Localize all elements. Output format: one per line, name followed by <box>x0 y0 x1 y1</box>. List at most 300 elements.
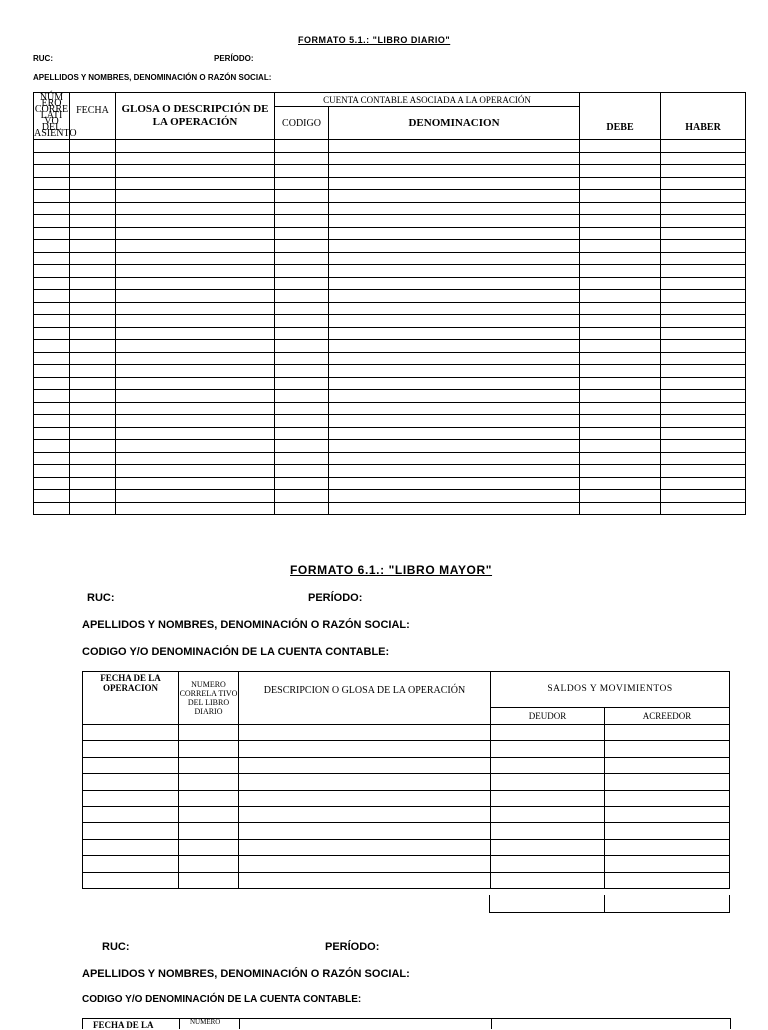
diario-cell[interactable] <box>661 290 746 303</box>
diario-cell[interactable] <box>275 477 329 490</box>
diario-cell[interactable] <box>661 215 746 228</box>
diario-cell[interactable] <box>70 215 116 228</box>
diario-row <box>34 190 746 203</box>
diario-cell[interactable] <box>661 440 746 453</box>
diario-cell[interactable] <box>34 227 70 240</box>
diario-cell[interactable] <box>275 465 329 478</box>
diario-cell[interactable] <box>661 340 746 353</box>
diario-cell[interactable] <box>34 152 70 165</box>
diario-cell[interactable] <box>34 252 70 265</box>
diario-cell[interactable] <box>580 227 661 240</box>
diario-cell[interactable] <box>34 290 70 303</box>
diario-cell[interactable] <box>661 302 746 315</box>
diario-cell[interactable] <box>70 265 116 278</box>
diario-cell[interactable] <box>116 452 275 465</box>
mayor-cell[interactable] <box>239 725 491 741</box>
diario-cell[interactable] <box>116 215 275 228</box>
diario-cell[interactable] <box>580 202 661 215</box>
diario-cell[interactable] <box>329 465 580 478</box>
diario-cell[interactable] <box>275 340 329 353</box>
diario-cell[interactable] <box>329 390 580 403</box>
diario-cell[interactable] <box>34 465 70 478</box>
diario-cell[interactable] <box>34 190 70 203</box>
mayor-cell[interactable] <box>239 839 491 855</box>
diario-cell[interactable] <box>329 402 580 415</box>
mayor-cell[interactable] <box>179 757 239 773</box>
diario-cell[interactable] <box>116 465 275 478</box>
diario-cell[interactable] <box>275 377 329 390</box>
mayor2-col-numero: NUMERO <box>190 1018 221 1026</box>
diario-cell[interactable] <box>580 252 661 265</box>
diario-cell[interactable] <box>34 390 70 403</box>
diario-cell[interactable] <box>70 327 116 340</box>
diario-cell[interactable] <box>34 177 70 190</box>
diario-row <box>34 327 746 340</box>
diario-cell[interactable] <box>116 502 275 515</box>
diario-cell[interactable] <box>70 290 116 303</box>
col-codigo: CODIGO <box>275 107 329 140</box>
diario-cell[interactable] <box>329 365 580 378</box>
diario-cell[interactable] <box>275 202 329 215</box>
mayor-cell[interactable] <box>605 872 730 888</box>
diario-cell[interactable] <box>70 252 116 265</box>
diario-periodo-label: PERÍODO: <box>214 54 254 63</box>
libro-mayor-table <box>82 671 730 889</box>
diario-cell[interactable] <box>34 427 70 440</box>
mayor-cell[interactable] <box>491 725 605 741</box>
diario-cell[interactable] <box>34 215 70 228</box>
diario-cell[interactable] <box>275 402 329 415</box>
diario-cell[interactable] <box>580 352 661 365</box>
diario-cell[interactable] <box>116 177 275 190</box>
col-haber: HABER <box>661 93 746 140</box>
diario-cell[interactable] <box>580 340 661 353</box>
diario-cell[interactable] <box>329 490 580 503</box>
diario-cell[interactable] <box>580 490 661 503</box>
diario-cell[interactable] <box>580 327 661 340</box>
mayor-cell[interactable] <box>605 823 730 839</box>
diario-cell[interactable] <box>70 402 116 415</box>
diario-cell[interactable] <box>275 240 329 253</box>
mayor2-cuenta-label: CODIGO Y/O DENOMINACIÓN DE LA CUENTA CONTABLE: <box>82 994 362 1005</box>
diario-cell[interactable] <box>661 502 746 515</box>
diario-cell[interactable] <box>116 140 275 153</box>
diario-cell[interactable] <box>329 227 580 240</box>
diario-cell[interactable] <box>116 327 275 340</box>
diario-cell[interactable] <box>70 190 116 203</box>
diario-cell[interactable] <box>329 440 580 453</box>
diario-cell[interactable] <box>329 315 580 328</box>
mayor-cell[interactable] <box>491 741 605 757</box>
diario-cell[interactable] <box>661 365 746 378</box>
diario-cell[interactable] <box>329 290 580 303</box>
mayor-row <box>83 806 730 822</box>
diario-cell[interactable] <box>661 452 746 465</box>
diario-cell[interactable] <box>34 440 70 453</box>
diario-cell[interactable] <box>34 377 70 390</box>
diario-cell[interactable] <box>580 177 661 190</box>
diario-cell[interactable] <box>34 165 70 178</box>
diario-cell[interactable] <box>580 390 661 403</box>
diario-cell[interactable] <box>329 502 580 515</box>
diario-cell[interactable] <box>329 240 580 253</box>
mayor-cell[interactable] <box>491 757 605 773</box>
diario-cell[interactable] <box>70 440 116 453</box>
col-numero-asiento: NÚM ERO CORRE LATI VO DEL ASIENTO <box>34 92 77 139</box>
diario-cell[interactable] <box>70 165 116 178</box>
diario-row <box>34 402 746 415</box>
mayor-row <box>83 839 730 855</box>
diario-cell[interactable] <box>661 165 746 178</box>
diario-row <box>34 252 746 265</box>
diario-cell[interactable] <box>275 352 329 365</box>
diario-cell[interactable] <box>70 352 116 365</box>
diario-cell[interactable] <box>116 365 275 378</box>
diario-cell[interactable] <box>661 265 746 278</box>
diario-cell[interactable] <box>34 402 70 415</box>
diario-row <box>34 227 746 240</box>
diario-cell[interactable] <box>661 277 746 290</box>
diario-cell[interactable] <box>34 502 70 515</box>
mayor-cell[interactable] <box>491 823 605 839</box>
diario-cell[interactable] <box>34 140 70 153</box>
diario-cell[interactable] <box>329 177 580 190</box>
diario-cell[interactable] <box>329 352 580 365</box>
diario-cell[interactable] <box>661 315 746 328</box>
diario-cell[interactable] <box>580 365 661 378</box>
mayor-cell[interactable] <box>605 774 730 790</box>
diario-cell[interactable] <box>116 252 275 265</box>
diario-cell[interactable] <box>329 377 580 390</box>
diario-cell[interactable] <box>329 427 580 440</box>
diario-cell[interactable] <box>70 415 116 428</box>
diario-cell[interactable] <box>275 140 329 153</box>
col-glosa: GLOSA O DESCRIPCIÓN DE LA OPERACIÓN <box>116 93 275 140</box>
diario-cell[interactable] <box>116 240 275 253</box>
diario-cell[interactable] <box>329 165 580 178</box>
diario-cell[interactable] <box>34 315 70 328</box>
diario-cell[interactable] <box>34 240 70 253</box>
diario-cell[interactable] <box>329 327 580 340</box>
diario-cell[interactable] <box>116 477 275 490</box>
diario-cell[interactable] <box>329 140 580 153</box>
diario-cell[interactable] <box>580 402 661 415</box>
diario-cell[interactable] <box>70 227 116 240</box>
diario-cell[interactable] <box>116 415 275 428</box>
diario-cell[interactable] <box>275 227 329 240</box>
diario-cell[interactable] <box>329 452 580 465</box>
diario-cell[interactable] <box>580 302 661 315</box>
diario-row <box>34 377 746 390</box>
diario-cell[interactable] <box>70 315 116 328</box>
diario-cell[interactable] <box>275 265 329 278</box>
mayor-cell[interactable] <box>239 741 491 757</box>
diario-cell[interactable] <box>580 240 661 253</box>
mayor-cell[interactable] <box>605 806 730 822</box>
mayor-cell[interactable] <box>491 774 605 790</box>
mayor-cell[interactable] <box>239 757 491 773</box>
mayor-cell[interactable] <box>83 774 179 790</box>
diario-cell[interactable] <box>661 427 746 440</box>
mayor-cell[interactable] <box>239 790 491 806</box>
mayor-cell[interactable] <box>83 741 179 757</box>
mayor-cell[interactable] <box>605 839 730 855</box>
diario-row <box>34 390 746 403</box>
diario-cell[interactable] <box>34 415 70 428</box>
diario-cell[interactable] <box>70 340 116 353</box>
diario-cell[interactable] <box>661 352 746 365</box>
diario-cell[interactable] <box>275 365 329 378</box>
diario-cell[interactable] <box>661 477 746 490</box>
diario-cell[interactable] <box>329 202 580 215</box>
diario-cell[interactable] <box>70 377 116 390</box>
diario-cell[interactable] <box>661 140 746 153</box>
diario-cell[interactable] <box>116 277 275 290</box>
diario-cell[interactable] <box>275 152 329 165</box>
diario-cell[interactable] <box>70 365 116 378</box>
col-deudor: DEUDOR <box>491 707 605 724</box>
diario-cell[interactable] <box>275 327 329 340</box>
diario-cell[interactable] <box>70 465 116 478</box>
diario-cell[interactable] <box>580 502 661 515</box>
diario-cell[interactable] <box>329 265 580 278</box>
diario-cell[interactable] <box>329 302 580 315</box>
diario-cell[interactable] <box>34 202 70 215</box>
diario-cell[interactable] <box>580 477 661 490</box>
diario-cell[interactable] <box>116 402 275 415</box>
diario-cell[interactable] <box>329 190 580 203</box>
diario-cell[interactable] <box>116 352 275 365</box>
diario-row <box>34 215 746 228</box>
diario-cell[interactable] <box>34 490 70 503</box>
diario-cell[interactable] <box>275 315 329 328</box>
diario-cell[interactable] <box>34 452 70 465</box>
diario-cell[interactable] <box>661 227 746 240</box>
diario-cell[interactable] <box>275 440 329 453</box>
mayor-cell[interactable] <box>239 823 491 839</box>
col-descripcion: DESCRIPCION O GLOSA DE LA OPERACIÓN <box>239 672 491 725</box>
diario-row <box>34 502 746 515</box>
diario-cell[interactable] <box>70 452 116 465</box>
diario-cell[interactable] <box>34 365 70 378</box>
diario-row <box>34 140 746 153</box>
diario-row <box>34 352 746 365</box>
diario-cell[interactable] <box>70 177 116 190</box>
mayor-cell[interactable] <box>83 856 179 872</box>
diario-row <box>34 465 746 478</box>
diario-cell[interactable] <box>116 427 275 440</box>
diario-cell[interactable] <box>580 427 661 440</box>
diario-cell[interactable] <box>329 152 580 165</box>
diario-cell[interactable] <box>580 315 661 328</box>
mayor-cell[interactable] <box>179 872 239 888</box>
mayor-periodo-label: PERÍODO: <box>308 592 363 604</box>
diario-cell[interactable] <box>116 440 275 453</box>
diario-cell[interactable] <box>580 465 661 478</box>
mayor-cell[interactable] <box>491 790 605 806</box>
diario-cell[interactable] <box>580 277 661 290</box>
diario-cell[interactable] <box>70 277 116 290</box>
col-cuenta-contable: CUENTA CONTABLE ASOCIADA A LA OPERACIÓN <box>275 93 580 107</box>
diario-cell[interactable] <box>329 277 580 290</box>
diario-cell[interactable] <box>116 190 275 203</box>
mayor-cell[interactable] <box>491 856 605 872</box>
mayor-cell[interactable] <box>179 725 239 741</box>
diario-cell[interactable] <box>580 265 661 278</box>
diario-row <box>34 202 746 215</box>
diario-cell[interactable] <box>329 215 580 228</box>
mayor-cell[interactable] <box>491 806 605 822</box>
diario-cell[interactable] <box>275 177 329 190</box>
mayor-cell[interactable] <box>83 806 179 822</box>
diario-cell[interactable] <box>580 215 661 228</box>
diario-cell[interactable] <box>275 415 329 428</box>
diario-cell[interactable] <box>580 290 661 303</box>
diario-cell[interactable] <box>34 302 70 315</box>
diario-cell[interactable] <box>70 502 116 515</box>
diario-cell[interactable] <box>116 390 275 403</box>
diario-cell[interactable] <box>70 490 116 503</box>
diario-cell[interactable] <box>661 190 746 203</box>
diario-cell[interactable] <box>275 427 329 440</box>
diario-cell[interactable] <box>661 490 746 503</box>
diario-cell[interactable] <box>70 302 116 315</box>
diario-cell[interactable] <box>116 340 275 353</box>
diario-cell[interactable] <box>329 252 580 265</box>
col-fecha: FECHA <box>70 93 116 140</box>
diario-cell[interactable] <box>580 440 661 453</box>
mayor-cell[interactable] <box>83 872 179 888</box>
diario-cell[interactable] <box>116 290 275 303</box>
diario-cell[interactable] <box>661 465 746 478</box>
diario-cell[interactable] <box>661 240 746 253</box>
mayor-cell[interactable] <box>605 725 730 741</box>
diario-cell[interactable] <box>116 165 275 178</box>
diario-cell[interactable] <box>275 302 329 315</box>
mayor-cell[interactable] <box>179 741 239 757</box>
diario-cell[interactable] <box>275 452 329 465</box>
mayor-cell[interactable] <box>605 741 730 757</box>
diario-cell[interactable] <box>661 327 746 340</box>
mayor-cell[interactable] <box>83 725 179 741</box>
diario-cell[interactable] <box>70 152 116 165</box>
mayor-cell[interactable] <box>179 823 239 839</box>
diario-cell[interactable] <box>116 315 275 328</box>
diario-cell[interactable] <box>275 290 329 303</box>
mayor-cell[interactable] <box>83 790 179 806</box>
mayor-cell[interactable] <box>239 774 491 790</box>
diario-cell[interactable] <box>275 165 329 178</box>
diario-cell[interactable] <box>329 340 580 353</box>
libro-diario-table <box>33 92 746 515</box>
mayor-cell[interactable] <box>239 872 491 888</box>
diario-cell[interactable] <box>580 165 661 178</box>
diario-cell[interactable] <box>34 340 70 353</box>
diario-row <box>34 415 746 428</box>
diario-cell[interactable] <box>661 402 746 415</box>
diario-cell[interactable] <box>661 390 746 403</box>
mayor-row <box>83 872 730 888</box>
diario-cell[interactable] <box>329 415 580 428</box>
diario-title: FORMATO 5.1.: "LIBRO DIARIO" <box>298 35 451 45</box>
mayor-cell[interactable] <box>83 839 179 855</box>
diario-cell[interactable] <box>116 490 275 503</box>
mayor-cell[interactable] <box>179 856 239 872</box>
diario-cell[interactable] <box>661 377 746 390</box>
diario-cell[interactable] <box>116 265 275 278</box>
diario-cell[interactable] <box>34 277 70 290</box>
diario-cell[interactable] <box>661 252 746 265</box>
diario-cell[interactable] <box>580 415 661 428</box>
mayor-cell[interactable] <box>239 806 491 822</box>
diario-cell[interactable] <box>275 502 329 515</box>
mayor2-ruc-label: RUC: <box>102 941 130 953</box>
diario-cell[interactable] <box>116 202 275 215</box>
diario-cell[interactable] <box>661 415 746 428</box>
diario-cell[interactable] <box>275 252 329 265</box>
diario-cell[interactable] <box>661 177 746 190</box>
mayor-cell[interactable] <box>83 757 179 773</box>
diario-cell[interactable] <box>329 477 580 490</box>
mayor-cell[interactable] <box>179 790 239 806</box>
mayor-cell[interactable] <box>179 839 239 855</box>
mayor2-periodo-label: PERÍODO: <box>325 941 380 953</box>
mayor-cell[interactable] <box>605 790 730 806</box>
diario-row <box>34 477 746 490</box>
diario-cell[interactable] <box>275 277 329 290</box>
diario-cell[interactable] <box>34 352 70 365</box>
diario-cell[interactable] <box>580 452 661 465</box>
diario-cell[interactable] <box>70 390 116 403</box>
diario-cell[interactable] <box>70 140 116 153</box>
diario-cell[interactable] <box>580 152 661 165</box>
diario-cell[interactable] <box>70 477 116 490</box>
diario-cell[interactable] <box>661 152 746 165</box>
diario-cell[interactable] <box>70 427 116 440</box>
mayor-cell[interactable] <box>239 856 491 872</box>
diario-cell[interactable] <box>116 152 275 165</box>
mayor-cell[interactable] <box>605 856 730 872</box>
diario-cell[interactable] <box>34 477 70 490</box>
diario-cell[interactable] <box>275 490 329 503</box>
diario-cell[interactable] <box>70 202 116 215</box>
diario-cell[interactable] <box>70 240 116 253</box>
diario-cell[interactable] <box>275 215 329 228</box>
mayor-cell[interactable] <box>491 839 605 855</box>
diario-row <box>34 165 746 178</box>
mayor-cell[interactable] <box>491 872 605 888</box>
mayor-title: FORMATO 6.1.: "LIBRO MAYOR" <box>290 563 493 577</box>
diario-row <box>34 490 746 503</box>
mayor-row <box>83 741 730 757</box>
mayor-cell[interactable] <box>179 774 239 790</box>
diario-cell[interactable] <box>116 302 275 315</box>
diario-cell[interactable] <box>116 377 275 390</box>
diario-cell[interactable] <box>661 202 746 215</box>
diario-cell[interactable] <box>275 190 329 203</box>
diario-cell[interactable] <box>580 190 661 203</box>
diario-cell[interactable] <box>116 227 275 240</box>
mayor-cell[interactable] <box>83 823 179 839</box>
diario-cell[interactable] <box>34 327 70 340</box>
diario-cell[interactable] <box>580 377 661 390</box>
diario-row <box>34 177 746 190</box>
mayor-cell[interactable] <box>179 806 239 822</box>
mayor-cell[interactable] <box>605 757 730 773</box>
diario-cell[interactable] <box>580 140 661 153</box>
diario-cell[interactable] <box>275 390 329 403</box>
diario-cell[interactable] <box>34 265 70 278</box>
